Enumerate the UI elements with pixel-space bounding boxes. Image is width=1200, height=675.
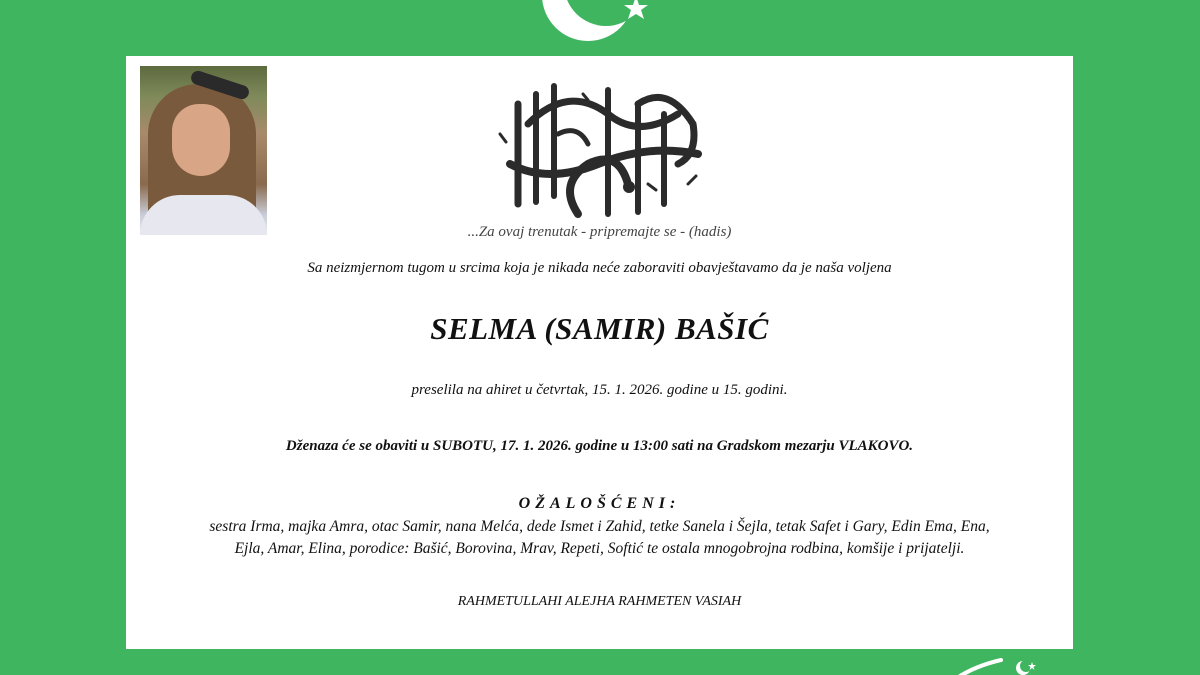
mourners-list [136, 516, 1063, 560]
death-notice: preselila na ahiret u četvrtak, 15. 1. 2026. godine u 15. godini. [411, 382, 788, 398]
arabic-calligraphy-icon [488, 64, 710, 224]
deceased-name: SELMA (SAMIR) BAŠIĆ [430, 311, 769, 346]
intro-text: Sa neizmjernom tugom u srcima koja je nikada neće zaboraviti obavještavamo da je naša voljena [307, 260, 892, 276]
crescent-and-star-icon [955, 656, 1045, 675]
mourners-line: sestra Irma, majka Amra, otac Samir, nana Melća, dede Ismet i Zahid, tetke Sanela i Šejla, tetak Safet i Gary, Edin Ema, Ena, [209, 518, 990, 535]
crescent-and-star-icon [540, 0, 670, 50]
funeral-notice: Dženaza će se obaviti u SUBOTU, 17. 1. 2026. godine u 13:00 sati na Gradskom mezarju VLAKOVO. [285, 438, 914, 454]
mourners-title: OŽALOŠĆENI: [518, 495, 681, 512]
mourners-line: Ejla, Amar, Elina, porodice: Bašić, Borovina, Mrav, Repeti, Softić te ostala mnogobrojna rodbina, komšije i prijatelji. [234, 540, 965, 557]
hadis-quote: ...Za ovaj trenutak - pripremajte se - (hadis) [467, 224, 732, 240]
deceased-photo [140, 66, 267, 235]
obituary-card [126, 56, 1073, 649]
closing-prayer: RAHMETULLAHI ALEJHA RAHMETEN VASIAH [457, 594, 742, 609]
